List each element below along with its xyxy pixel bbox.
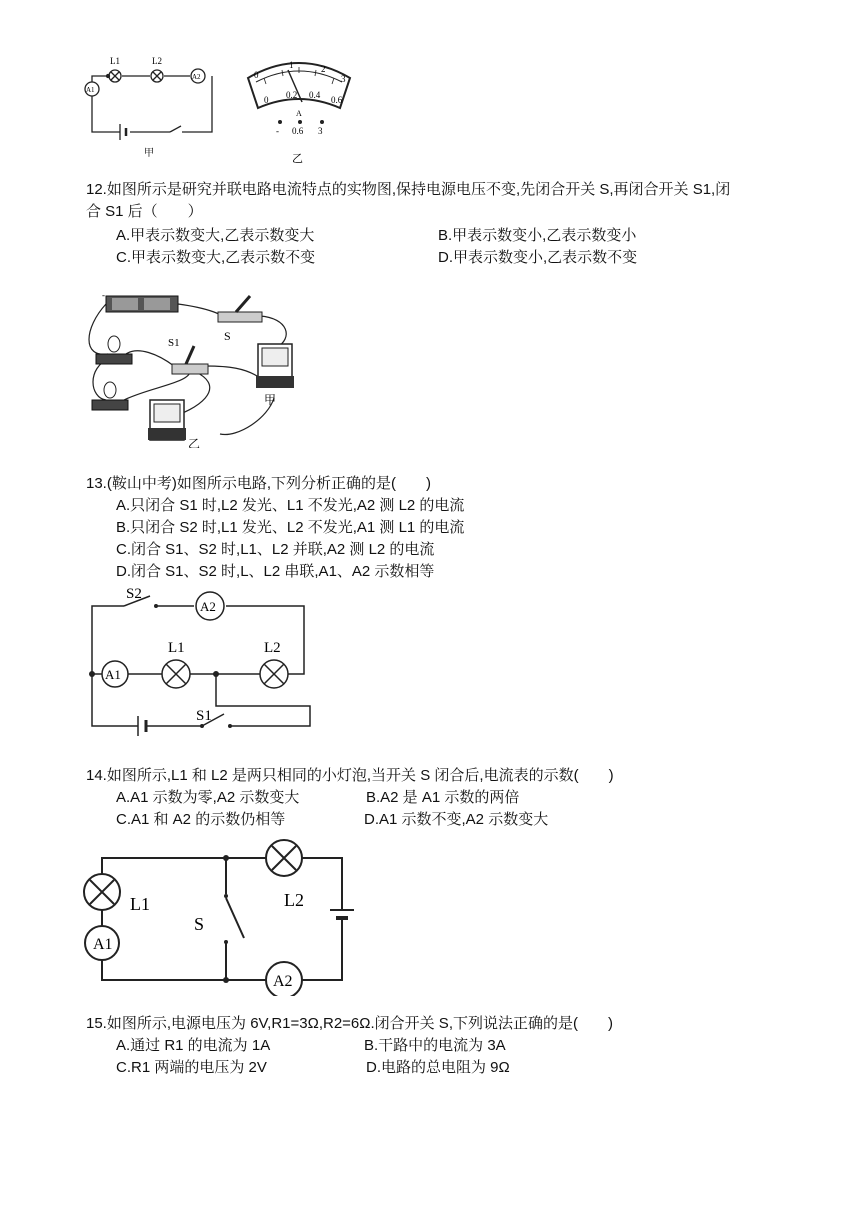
q14-s-label: S (194, 914, 205, 934)
q12-figure (78, 288, 308, 448)
q15-stem: 15.如图所示,电源电压为 6V,R1=3Ω,R2=6Ω.闭合开关 S,下列说法正确的是( ) (86, 1015, 613, 1032)
q13-stem: 13.(鞍山中考)如图所示电路,下列分析正确的是( ) (86, 475, 432, 492)
fig11-a2-label: A2 (192, 73, 201, 81)
q14-l2-label: L2 (284, 890, 304, 910)
q12-switch-s-label: S (224, 329, 231, 343)
q13-option-a: A.只闭合 S1 时,L2 发光、L1 不发光,A2 测 L2 的电流 (116, 497, 465, 514)
fig11-a1-label: A1 (86, 86, 95, 94)
q14-stem: 14.如图所示,L1 和 L2 是两只相同的小灯泡,当开关 S 闭合后,电流表的示数( ) (86, 767, 614, 784)
q13-s1-label: S1 (196, 708, 212, 724)
q13-option-c: C.闭合 S1、S2 时,L1、L2 并联,A2 测 L2 的电流 (116, 541, 435, 558)
q13-l1-label: L1 (168, 640, 185, 656)
q14-option-d: D.A1 示数不变,A2 示数变大 (364, 811, 549, 828)
q14-l1-label: L1 (130, 894, 150, 914)
fig11-bottom-scale-06: 0.6 (331, 95, 343, 105)
q15-option-c: C.R1 两端的电压为 2V (116, 1059, 267, 1076)
q13-figure (84, 584, 314, 744)
q13-option-d: D.闭合 S1、S2 时,L、L2 串联,A1、A2 示数相等 (116, 563, 435, 580)
svg-text:-: - (102, 290, 105, 300)
q13-l2-label: L2 (264, 640, 281, 656)
fig11-top-scale-1: 1 (289, 60, 294, 70)
fig11-top-scale-0: 0 (254, 70, 259, 80)
q12-option-a: A.甲表示数变大,乙表示数变大 (116, 227, 315, 244)
fig11-l2-label: L2 (152, 56, 162, 66)
fig11-top-scale-2: 2 (321, 64, 326, 74)
fig11-jia-label: 甲 (144, 148, 154, 159)
q14-option-c: C.A1 和 A2 的示数仍相等 (116, 811, 286, 828)
q12-option-c: C.甲表示数变大,乙表示数不变 (116, 249, 316, 266)
q12-option-b: B.甲表示数变小,乙表示数变小 (438, 227, 637, 244)
q13-option-b: B.只闭合 S2 时,L1 发光、L2 不发光,A1 测 L1 的电流 (116, 519, 465, 536)
fig11-top-scale-3: 3 (341, 74, 346, 84)
fig11-bottom-scale-0: 0 (264, 95, 269, 105)
q12-switch-s1-label: S1 (168, 337, 180, 349)
q12-meter-yi-label: 乙 (188, 437, 201, 448)
q13-a2-label: A2 (200, 599, 216, 614)
fig11-terminal-neg: - (276, 126, 279, 136)
fig11-bottom-scale-04: 0.4 (309, 90, 321, 100)
fig11-yi-label: 乙 (292, 153, 303, 165)
fig11-bottom-scale-02: 0.2 (286, 90, 298, 100)
q14-figure (80, 836, 370, 996)
q15-option-d: D.电路的总电阻为 9Ω (366, 1059, 510, 1076)
fig11-terminal-06: 0.6 (292, 126, 304, 136)
fig11-circuit (82, 52, 222, 162)
q14-a1-label: A1 (93, 936, 113, 953)
q13-s2-label: S2 (126, 586, 142, 602)
q12-meter-jia-label: 甲 (264, 393, 277, 407)
fig11-ammeter-dial (244, 56, 354, 166)
q14-option-b: B.A2 是 A1 示数的两倍 (366, 789, 520, 806)
q12-option-d: D.甲表示数变小,乙表示数不变 (438, 249, 638, 266)
q12-stem-line2: 合 S1 后（ ） (86, 203, 203, 220)
q13-a1-label: A1 (105, 667, 121, 682)
fig11-terminal-3: 3 (318, 126, 323, 136)
fig11-l1-label: L1 (110, 56, 120, 66)
q12-stem-line1: 12.如图所示是研究并联电路电流特点的实物图,保持电源电压不变,先闭合开关 S,再闭合开关 S1,闭 (86, 181, 731, 198)
q14-option-a: A.A1 示数为零,A2 示数变大 (116, 789, 300, 806)
fig11-unit-label: A (296, 109, 302, 118)
q15-option-a: A.通过 R1 的电流为 1A (116, 1037, 271, 1054)
q14-a2-label: A2 (273, 973, 293, 990)
q15-option-b: B.干路中的电流为 3A (364, 1037, 506, 1054)
